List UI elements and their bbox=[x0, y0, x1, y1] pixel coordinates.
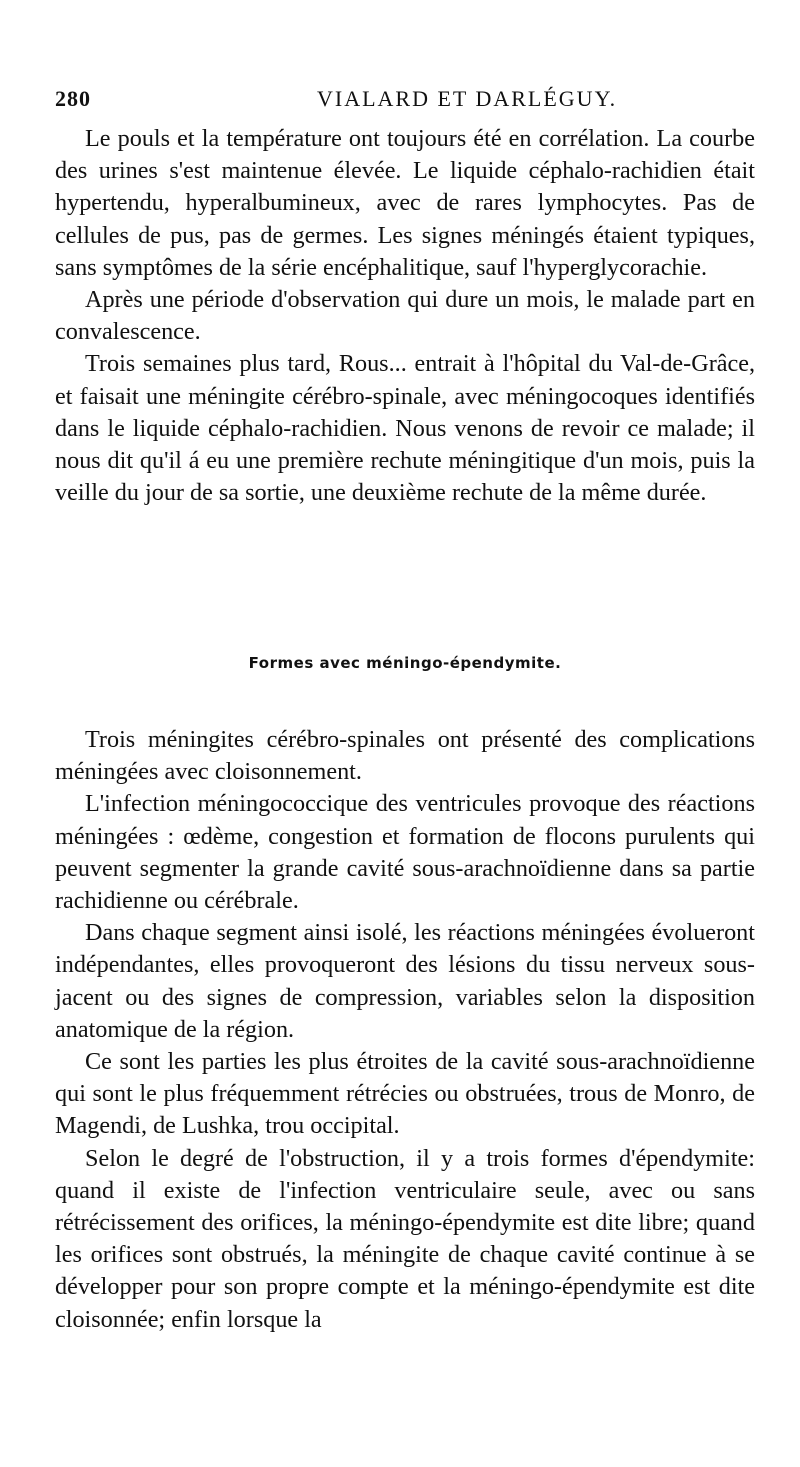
paragraph: Le pouls et la température ont toujours été en corrélation. La courbe des urines s'est maintenue élevée. Le liquide céphalo-rachidien était hypertendu, hyperalbumineux, avec de rares lymphocytes. Pas de cellules de pus, pas de germes. Les signes méningés étaient typiques, sans symptômes de la série encéphalitique, sauf l'hyperglycorachie. bbox=[55, 125, 755, 281]
paragraph: Ce sont les parties les plus étroites de la cavité sous-arachnoïdienne qui sont le plus fréquemment rétrécies ou obstruées, trous de Monro, de Magendi, de Lushka, trou occipital. bbox=[55, 1048, 755, 1140]
paragraph: L'infection méningococcique des ventricules provoque des réactions méningées : œdème, congestion et formation de flocons purulents qui peuvent segmenter la grande cavité sous-arachnoïdienne dans sa partie rachidienne ou cérébrale. bbox=[55, 790, 755, 915]
running-title: VIALARD ET DARLÉGUY. bbox=[317, 86, 618, 111]
running-head bbox=[55, 86, 755, 116]
page-number: 280 bbox=[55, 86, 91, 111]
paragraph: Trois méningites cérébro-spinales ont présenté des complications méningées avec cloisonnement. bbox=[55, 726, 755, 786]
body-text-bottom bbox=[55, 724, 755, 1336]
paragraph: Dans chaque segment ainsi isolé, les réactions méningées évolueront indépendantes, elles provoqueront des lésions du tissu nerveux sous-jacent ou des signes de compression, variables selon la disposition anatomique de la région. bbox=[55, 919, 755, 1043]
paragraph: Selon le degré de l'obstruction, il y a trois formes d'épendymite: quand il existe de l'infection ventriculaire seule, avec ou sans rétrécissement des orifices, la méningo-épendymite est dite libre; quand les orifices sont obstrués, la méningite de chaque cavité continue à se développer pour son propre compte et la méningo-épendymite est dite cloisonnée; enfin lorsque la bbox=[55, 1144, 755, 1333]
paragraph: Après une période d'observation qui dure un mois, le malade part en convalescence. bbox=[55, 286, 755, 346]
body-text-top bbox=[55, 123, 755, 509]
section-heading: Formes avec méningo-épendymite. bbox=[248, 654, 562, 672]
paragraph: Trois semaines plus tard, Rous... entrait à l'hôpital du Val-de-Grâce, et faisait une méningite cérébro-spinale, avec méningocoques identifiés dans le liquide céphalo-rachidien. Nous venons de revoir ce malade; il nous dit qu'il á eu une première rechute méningitique d'un mois, puis la veille du jour de sa sortie, une deuxième rechute de la même durée. bbox=[55, 350, 755, 507]
